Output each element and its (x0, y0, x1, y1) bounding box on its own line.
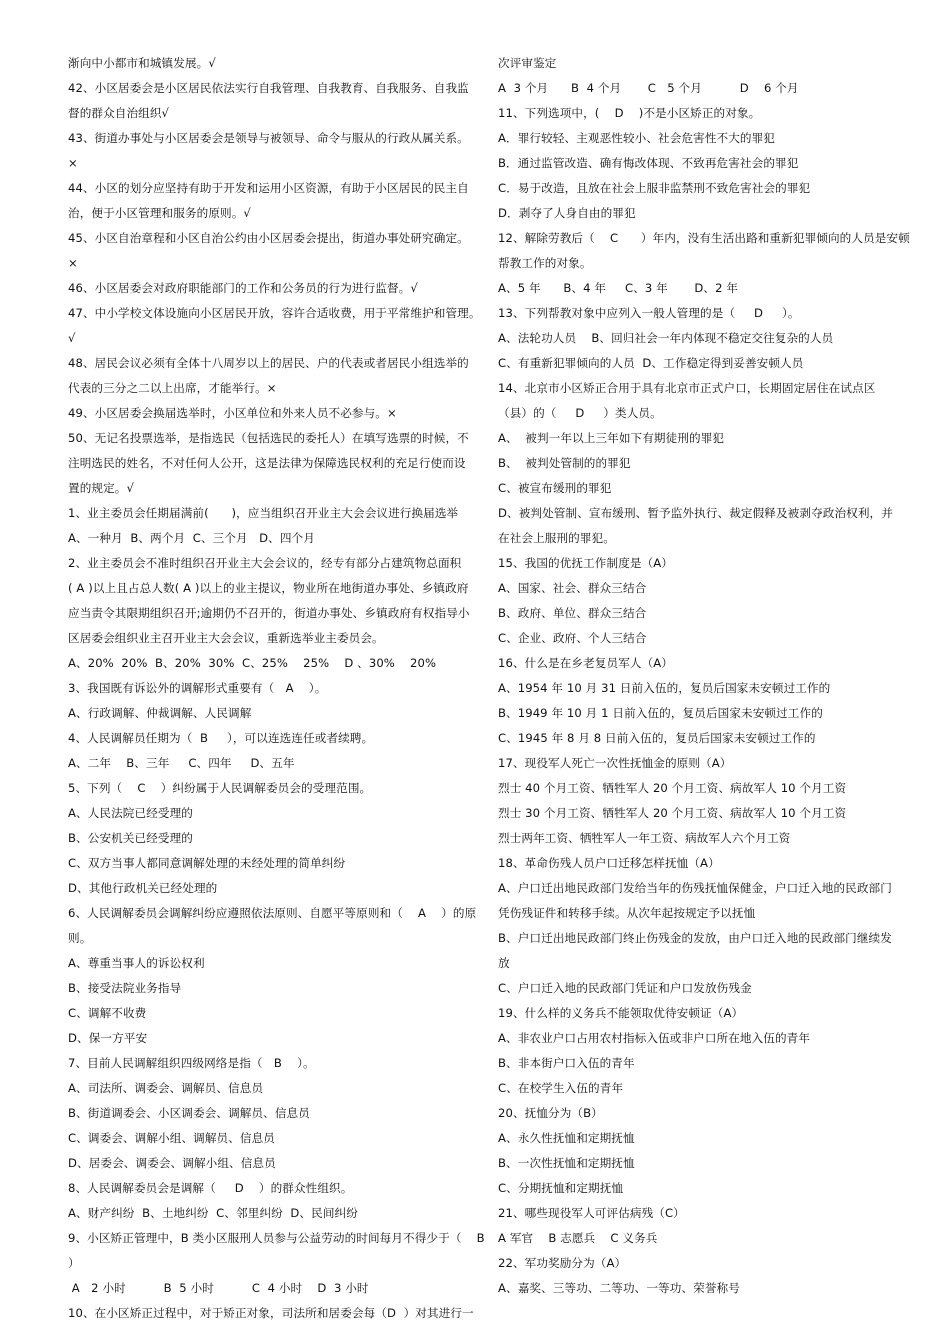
right-column-text-line: A、5 年 B、4 年 C、3 年 D、2 年 (498, 281, 739, 295)
left-column-text-line: A、行政调解、仲裁调解、人民调解 (68, 706, 252, 720)
right-column-text-line: 16、什么是在乡老复员军人（A） (498, 656, 674, 670)
left-column-text-line: 渐向中小都市和城镇发展。√ (68, 56, 216, 70)
left-column-text-line: 47、中小学校文体设施向小区居民开放，容许合适收费，用于平常维护和管理。 (68, 306, 481, 320)
left-column-text-line: 区居委会组织业主召开业主大会会议，重新选举业主委员会。 (68, 631, 384, 645)
right-column-text-line: 17、现役军人死亡一次性抚恤金的原则（A） (498, 756, 732, 770)
left-column-text-line: B、公安机关已经受理的 (68, 831, 193, 845)
left-column-text-line: ） (68, 1256, 80, 1270)
right-column-text-line: 13、下列帮教对象中应列入一般人管理的是（ D ）。 (498, 306, 800, 320)
left-column-text-line: C、双方当事人都同意调解处理的未经处理的简单纠纷 (68, 856, 346, 870)
right-column-text-line: B、 被判处管制的的罪犯 (498, 456, 631, 470)
left-column-text-line: B、街道调委会、小区调委会、调解员、信息员 (68, 1106, 310, 1120)
left-column-text-line: 督的群众自治组织√ (68, 106, 170, 120)
right-column-text-line: A 3 个月 B 4 个月 C 5 个月 D 6 个月 (498, 81, 799, 95)
left-column-text-line: C、调解不收费 (68, 1006, 147, 1020)
right-column-text-line: B、一次性抚恤和定期抚恤 (498, 1156, 635, 1170)
left-column-text-line: 48、居民会议必须有全体十八周岁以上的居民、户的代表或者居民小组选举的 (68, 356, 469, 370)
right-column-text-line: C、在校学生入伍的青年 (498, 1081, 624, 1095)
right-column-text-line: A、法轮功人员 B、回归社会一年内体现不稳定交往复杂的人员 (498, 331, 834, 345)
right-column (498, 51, 910, 1301)
left-column (68, 51, 493, 1326)
right-column-text-line: 放 (498, 956, 510, 970)
left-column-text-line: A、尊重当事人的诉讼权利 (68, 956, 205, 970)
right-column-text-line: B、非本街户口入伍的青年 (498, 1056, 635, 1070)
right-column-text-line: （县）的（ D ）类人员。 (498, 406, 662, 420)
right-column-text-line: 帮教工作的对象。 (498, 256, 592, 270)
left-column-text-line: 8、人民调解委员会是调解（ D ）的群众性组织。 (68, 1181, 353, 1195)
left-column-text-line: 2、业主委员会不准时组织召开业主大会会议的，经专有部分占建筑物总面积 (68, 556, 462, 570)
left-column-text-line: A、司法所、调委会、调解员、信息员 (68, 1081, 264, 1095)
right-column-text-line: C、分期抚恤和定期抚恤 (498, 1181, 624, 1195)
left-column-text-line: 42、小区居委会是小区居民依法实行自我管理、自我教育、自我服务、自我监 (68, 81, 469, 95)
right-column-text-line: 烈士 30 个月工资、牺牲军人 20 个月工资、病故军人 10 个月工资 (498, 806, 847, 820)
left-column-text-line: A、20% 20% B、20% 30% C、25% 25% D 、30% 20% (68, 656, 437, 670)
right-column-text-line: 次评审鉴定 (498, 56, 557, 70)
left-column-text-line: 代表的三分之二以上出席，才能举行。× (68, 381, 277, 395)
right-column-text-line: A、1954 年 10 月 31 日前入伍的，复员后国家未安顿过工作的 (498, 681, 831, 695)
right-column-text-line: 烈士 40 个月工资、牺牲军人 20 个月工资、病故军人 10 个月工资 (498, 781, 847, 795)
left-column-text-line: 3、我国既有诉讼外的调解形式重要有（ A ）。 (68, 681, 327, 695)
right-column-text-line: 11、下列选项中，( D )不是小区矫正的对象。 (498, 106, 761, 120)
left-column-text-line: × (68, 256, 78, 270)
right-column-text-line: A、非农业户口占用农村指标入伍或非户口所在地入伍的青年 (498, 1031, 811, 1045)
right-column-text-line: D．剥夺了人身自由的罪犯 (498, 206, 636, 220)
right-column-text-line: B、1949 年 10 月 1 日前入伍的，复员后国家未安顿过工作的 (498, 706, 823, 720)
left-column-text-line: B、接受法院业务指导 (68, 981, 182, 995)
left-column-text-line: 4、人民调解员任期为（ B ），可以连选连任或者续聘。 (68, 731, 374, 745)
left-column-text-line: 7、目前人民调解组织四级网络是指（ B ）。 (68, 1056, 315, 1070)
left-column-text-line: 应当责令其限期组织召开;逾期仍不召开的，街道办事处、乡镇政府有权指导小 (68, 606, 470, 620)
left-column-text-line: 10、在小区矫正过程中，对于矫正对象，司法所和居委会每（D ）对其进行一 (68, 1306, 474, 1320)
left-column-text-line: 43、街道办事处与小区居委会是领导与被领导、命令与服从的行政从属关系。 (68, 131, 469, 145)
right-column-text-line: C、被宣布缓刑的罪犯 (498, 481, 612, 495)
right-column-text-line: 21、哪些现役军人可评估病残（C） (498, 1206, 685, 1220)
left-column-text-line: A 2 小时 B 5 小时 C 4 小时 D 3 小时 (68, 1281, 369, 1295)
left-column-text-line: D、保一方平安 (68, 1031, 148, 1045)
left-column-text-line: 治，便于小区管理和服务的原则。√ (68, 206, 251, 220)
left-column-text-line: A、二年 B、三年 C、四年 D、五年 (68, 756, 295, 770)
left-column-text-line: D、其他行政机关已经处理的 (68, 881, 218, 895)
right-column-text-line: A、 被判一年以上三年如下有期徒刑的罪犯 (498, 431, 725, 445)
left-column-text-line: × (68, 156, 78, 170)
right-column-text-line: C、户口迁入地的民政部门凭证和户口发放伤残金 (498, 981, 752, 995)
right-column-text-line: 20、抚恤分为（B） (498, 1106, 603, 1120)
right-column-text-line: D、被判处管制、宣布缓刑、暂予监外执行、裁定假释及被剥夺政治权利，并 (498, 506, 893, 520)
right-column-text-line: 烈士两年工资、牺牲军人一年工资、病故军人六个月工资 (498, 831, 791, 845)
right-column-text-line: 12、解除劳教后（ C ）年内，没有生活出路和重新犯罪倾向的人员是安顿 (498, 231, 910, 245)
left-column-text-line: A、人民法院已经受理的 (68, 806, 193, 820)
left-column-text-line: 46、小区居委会对政府职能部门的工作和公务员的行为进行监督。√ (68, 281, 418, 295)
left-column-text-line: A、一种月 B、两个月 C、三个月 D、四个月 (68, 531, 315, 545)
left-column-text-line: 置的规定。√ (68, 481, 134, 495)
left-column-text-line: C、调委会、调解小组、调解员、信息员 (68, 1131, 275, 1145)
right-column-text-line: 22、军功奖励分为（A） (498, 1256, 627, 1270)
right-column-text-line: C、企业、政府、个人三结合 (498, 631, 647, 645)
left-column-text-line: 6、人民调解委员会调解纠纷应遵照依法原则、自愿平等原则和（ A ）的原则。 (68, 906, 477, 945)
right-column-text-line: A、永久性抚恤和定期抚恤 (498, 1131, 635, 1145)
left-column-text-line: 5、下列（ C ）纠纷属于人民调解委员会的受理范围。 (68, 781, 372, 795)
left-column-text-line: √ (68, 331, 76, 345)
right-column-text-line: 15、我国的优抚工作制度是（A） (498, 556, 674, 570)
right-column-text-line: C、有重新犯罪倾向的人员 D、工作稳定得到妥善安顿人员 (498, 356, 804, 370)
right-column-text-line: A 军官 B 志愿兵 C 义务兵 (498, 1231, 658, 1245)
right-column-text-line: A、户口迁出地民政部门发给当年的伤残抚恤保健金，户口迁入地的民政部门 (498, 881, 892, 895)
right-column-text-line: B、政府、单位、群众三结合 (498, 606, 647, 620)
left-column-text-line: 注明选民的姓名，不对任何人公开，这是法律为保障选民权利的充足行使而设 (68, 456, 466, 470)
right-column-text-line: B、户口迁出地民政部门终止伤残金的发放，由户口迁入地的民政部门继续发 (498, 931, 892, 945)
left-column-text-line: 45、小区自治章程和小区自治公约由小区居委会提出，街道办事处研究确定。 (68, 231, 469, 245)
left-column-text-line: 44、小区的划分应坚持有助于开发和运用小区资源，有助于小区居民的民主自 (68, 181, 469, 195)
right-column-text-line: 19、什么样的义务兵不能领取优待安顿证（A） (498, 1006, 744, 1020)
right-column-text-line: 凭伤残证件和转移手续。从次年起按规定予以抚恤 (498, 906, 756, 920)
right-column-text-line: A、嘉奖、三等功、二等功、一等功、荣誉称号 (498, 1281, 740, 1295)
right-column-text-line: A、国家、社会、群众三结合 (498, 581, 647, 595)
left-column-text-line: 49、小区居委会换届选举时，小区单位和外来人员不必参与。× (68, 406, 397, 420)
left-column-text-line: D、居委会、调委会、调解小组、信息员 (68, 1156, 276, 1170)
right-column-text-line: A．罪行较轻、主观恶性较小、社会危害性不大的罪犯 (498, 131, 775, 145)
left-column-text-line: 1、业主委员会任期届满前( )，应当组织召开业主大会会议进行换届选举 (68, 506, 459, 520)
right-column-text-line: 18、革命伤残人员户口迁移怎样抚恤（A） (498, 856, 720, 870)
right-column-text-line: C．易于改造，且放在社会上服非监禁刑不致危害社会的罪犯 (498, 181, 811, 195)
right-column-text-line: 在社会上服刑的罪犯。 (498, 531, 615, 545)
right-column-text-line: C、1945 年 8 月 8 日前入伍的，复员后国家未安顿过工作的 (498, 731, 816, 745)
left-column-text-line: ( A )以上且占总人数( A )以上的业主提议，物业所在地街道办事处、乡镇政府 (68, 581, 469, 595)
right-column-text-line: B．通过监管改造、确有悔改体现、不致再危害社会的罪犯 (498, 156, 799, 170)
left-column-text-line: 50、无记名投票选举，是指选民（包括选民的委托人）在填写选票的时候，不 (68, 431, 469, 445)
left-column-text-line: 9、小区矫正管理中，B 类小区服刑人员参与公益劳动的时间每月不得少于（ B (68, 1231, 485, 1245)
left-column-text-line: A、财产纠纷 B、土地纠纷 C、邻里纠纷 D、民间纠纷 (68, 1206, 358, 1220)
right-column-text-line: 14、北京市小区矫正合用于具有北京市正式户口，长期固定居住在试点区 (498, 381, 876, 395)
